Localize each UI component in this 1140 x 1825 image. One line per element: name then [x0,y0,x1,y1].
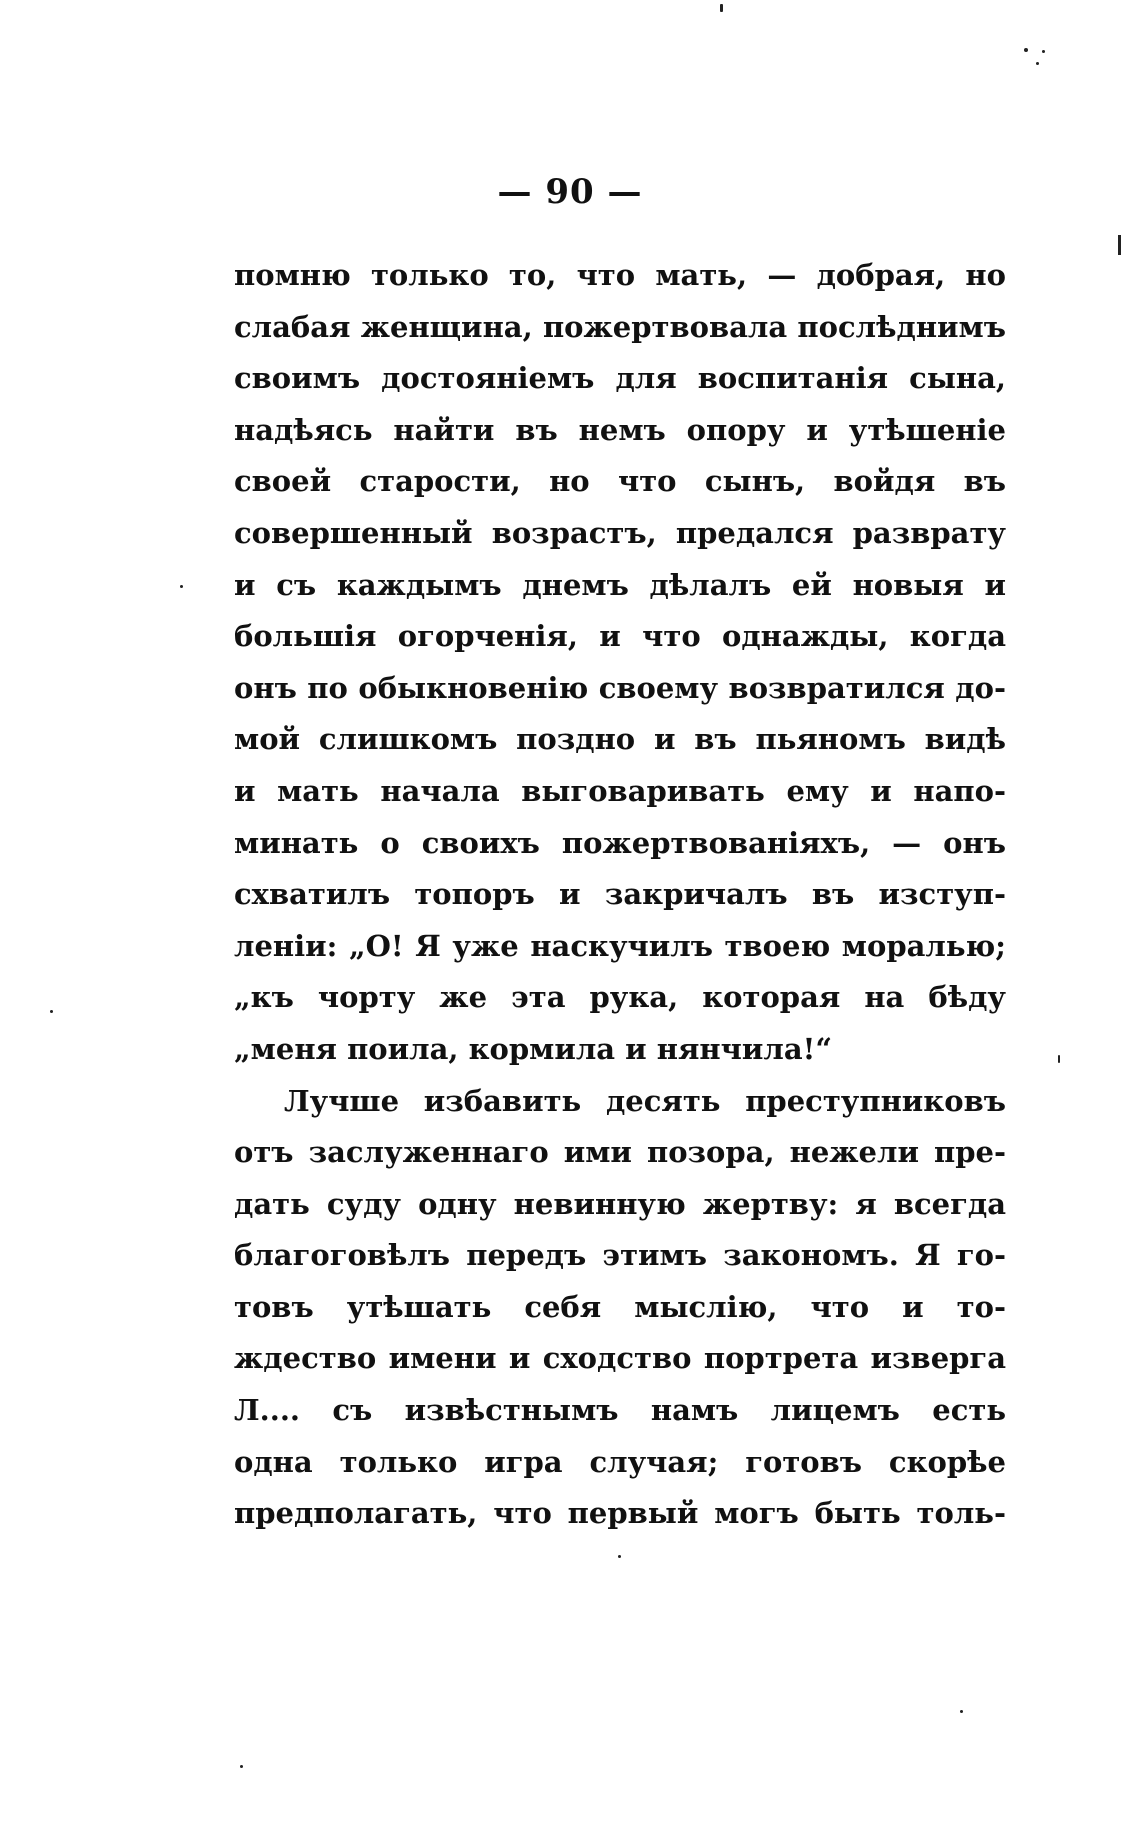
text-line: слабая женщина, пожертвовала послѣднимъ [234,309,1006,344]
scan-mark [1118,235,1121,255]
scan-speck [1036,62,1039,65]
body-text [234,250,1006,1540]
scan-speck [50,1010,53,1013]
text-line: онъ по обыкновенію своему возвратился до- [234,670,1006,705]
scan-speck [1042,50,1045,53]
text-line: надѣясь найти въ немъ опору и утѣшеніе [234,412,1006,447]
text-line: благоговѣлъ передъ этимъ закономъ. Я го- [234,1238,1006,1273]
text-line: дать суду одну невинную жертву: я всегда [234,1186,1006,1221]
text-line: отъ заслуженнаго ими позора, нежели пре- [234,1135,1006,1170]
scan-speck [180,585,183,588]
scan-speck [1058,1055,1060,1063]
text-line: своимъ достояніемъ для воспитанія сына, [234,361,1006,396]
text-line: предполагать, что первый могъ быть толь- [234,1496,1006,1531]
text-line: совершенный возрастъ, предался разврату [234,515,1006,550]
text-line: помню только то, что мать, — добрая, но [234,258,1006,292]
scan-speck [1024,48,1028,52]
text-line: большія огорченія, и что однажды, когда [234,619,1006,654]
text-line: своей старости, но что сынъ, войдя въ [234,464,1006,499]
scan-speck [960,1710,963,1713]
text-line: „меня поила, кормила и нянчила!“ [234,1031,833,1066]
scan-speck [240,1765,243,1768]
text-line: „къ чорту же эта рука, которая на бѣду [234,980,1006,1015]
text-line: одна только игра случая; готовъ скорѣе [234,1444,1006,1479]
page-number: — 90 — [497,172,643,212]
text-line: Л.... съ извѣстнымъ намъ лицемъ есть [234,1393,1006,1428]
text-line: и мать начала выговаривать ему и напо- [234,773,1006,808]
text-line: и съ каждымъ днемъ дѣлалъ ей новыя и [234,567,1006,602]
text-line: минать о своихъ пожертвованіяхъ, — онъ [234,825,1006,860]
scan-speck [618,1555,621,1558]
text-line: Лучше избавить десять преступниковъ [284,1083,1006,1118]
text-line: мой слишкомъ поздно и въ пьяномъ видѣ [234,722,1006,757]
text-line: ждество имени и сходство портрета изверга [234,1341,1006,1376]
text-line: товъ утѣшать себя мыслію, что и то- [234,1289,1006,1324]
text-line: леніи: „О! Я уже наскучилъ твоею моралью; [234,928,1006,963]
scan-speck [720,4,723,12]
text-line: схватилъ топоръ и закричалъ въ изступ- [234,877,1006,912]
